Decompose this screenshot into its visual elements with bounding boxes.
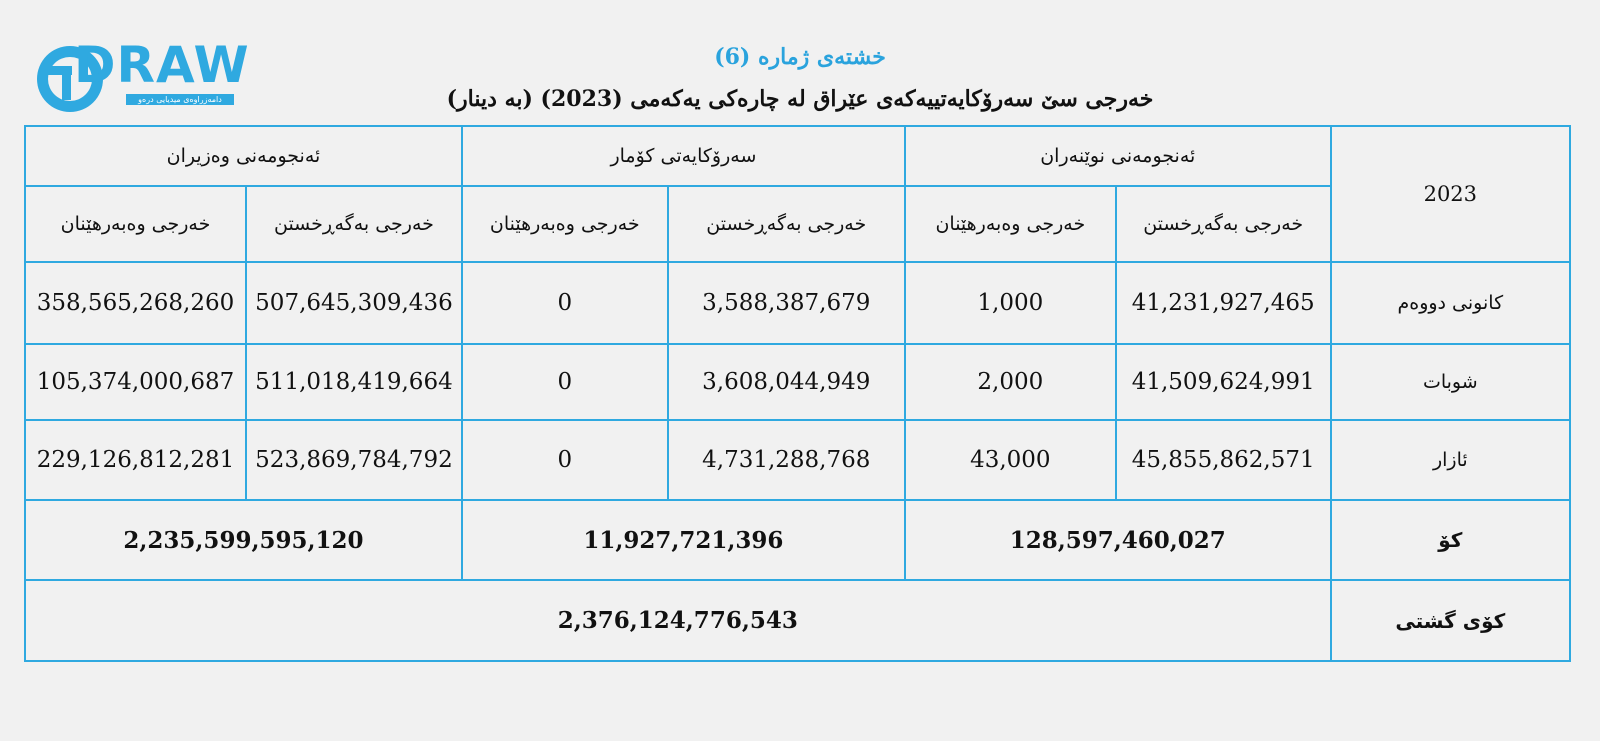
cell-min-investment: 229,126,812,281 — [25, 420, 246, 500]
cell-parl-operating: 41,231,927,465 — [1116, 262, 1331, 344]
cell-pres-investment: 0 — [462, 344, 668, 420]
cell-parl-investment: 2,000 — [905, 344, 1116, 420]
row-label-month: کانونی دووەم — [1331, 262, 1570, 344]
logo-wordmark: DRAW — [74, 36, 250, 94]
expenses-table — [24, 125, 1571, 662]
row-label-month: ئازار — [1331, 420, 1570, 500]
sub-header-min-operating: خەرجی بەگەڕخستن — [246, 186, 462, 262]
cell-pres-investment: 0 — [462, 420, 668, 500]
table-row — [25, 344, 1570, 420]
sub-header-pres-operating: خەرجی بەگەڕخستن — [668, 186, 905, 262]
grand-total-value: 2,376,124,776,543 — [25, 580, 1331, 661]
total-presidency: 11,927,721,396 — [462, 500, 905, 580]
table-row — [25, 262, 1570, 344]
cell-min-operating: 507,645,309,436 — [246, 262, 462, 344]
cell-min-investment: 358,565,268,260 — [25, 262, 246, 344]
group-council-ministers: ئەنجومەنی وەزیران — [25, 126, 462, 186]
sub-header-parl-investment: خەرجی وەبەرهێنان — [905, 186, 1116, 262]
sub-header-pres-investment: خەرجی وەبەرهێنان — [462, 186, 668, 262]
cell-parl-investment: 43,000 — [905, 420, 1116, 500]
cell-pres-investment: 0 — [462, 262, 668, 344]
table-subtitle: خەرجی سێ سەرۆکایەتییەکەی عێراق لە چارەکی یەکەمی (2023) (بە دینار) — [446, 86, 1154, 112]
row-label-month: شوبات — [1331, 344, 1570, 420]
cell-pres-operating: 4,731,288,768 — [668, 420, 905, 500]
group-header-row — [25, 126, 1570, 186]
logo-tagline: دامەزراوەی میدیایی درەو — [126, 94, 234, 105]
cell-parl-investment: 1,000 — [905, 262, 1116, 344]
year-header: 2023 — [1331, 126, 1570, 262]
cell-parl-operating: 45,855,862,571 — [1116, 420, 1331, 500]
cell-min-investment: 105,374,000,687 — [25, 344, 246, 420]
grand-total-label: کۆی گشتی — [1331, 580, 1570, 661]
cell-min-operating: 511,018,419,664 — [246, 344, 462, 420]
group-presidency: سەرۆکایەتی کۆمار — [462, 126, 905, 186]
total-parliament: 128,597,460,027 — [905, 500, 1331, 580]
cell-min-operating: 523,869,784,792 — [246, 420, 462, 500]
cell-parl-operating: 41,509,624,991 — [1116, 344, 1331, 420]
grand-total-row — [25, 580, 1570, 661]
sub-header-min-investment: خەرجی وەبەرهێنان — [25, 186, 246, 262]
totals-label: کۆ — [1331, 500, 1570, 580]
table-title: خشتەی ژمارە (6) — [714, 44, 886, 70]
cell-pres-operating: 3,608,044,949 — [668, 344, 905, 420]
totals-row — [25, 500, 1570, 580]
table-row — [25, 420, 1570, 500]
group-parliament: ئەنجومەنی نوێنەران — [905, 126, 1331, 186]
cell-pres-operating: 3,588,387,679 — [668, 262, 905, 344]
sub-header-parl-operating: خەرجی بەگەڕخستن — [1116, 186, 1331, 262]
total-council-ministers: 2,235,599,595,120 — [25, 500, 462, 580]
